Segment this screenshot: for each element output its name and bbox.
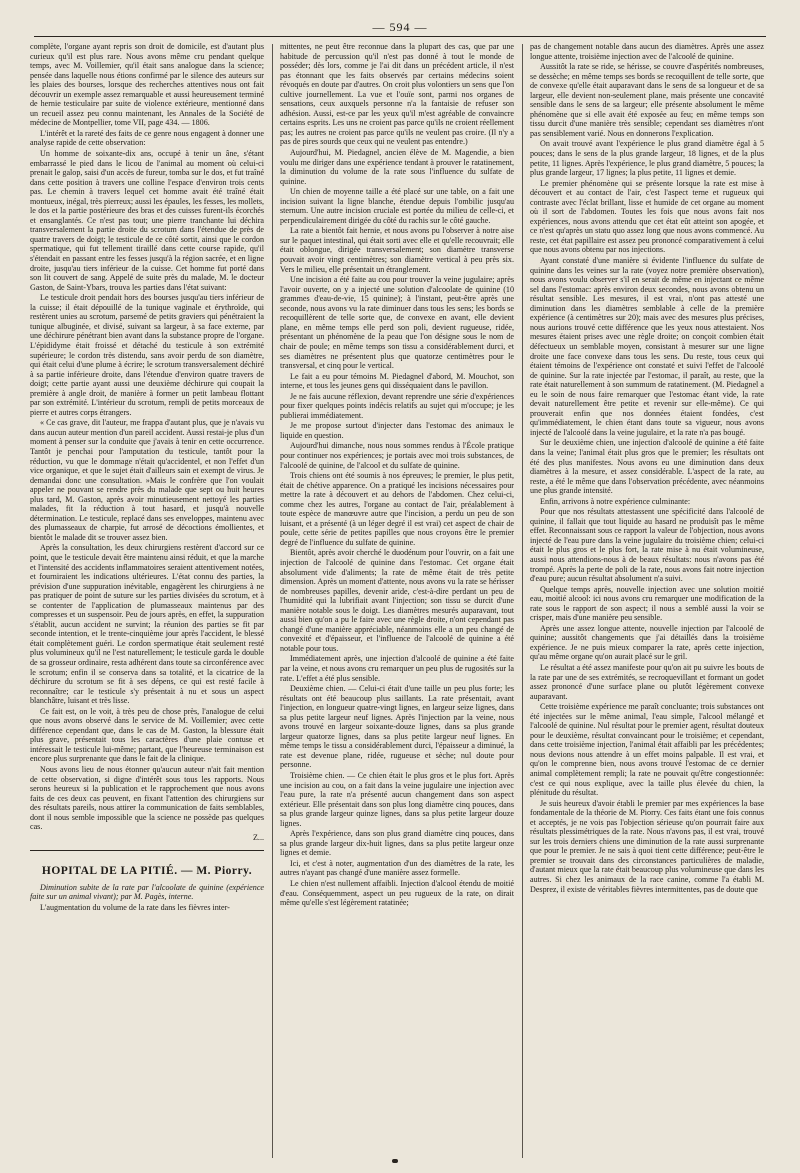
paragraph: Ayant constaté d'une manière si évidente l'influence du sulfate de quinine dans les veines sur la rate (voyez notre première observation), nous avons voulu observer s'il en serait de même en injectant ce même sel dans l'estomac: après environ deux secondes, nous avons obtenu un résultat sensible. Les mesures, il est vrai, n'ont pas attesté une diminution dans les diamètres semblable à celle de la première expérience (à centimètres sur 20); mais avec des mesures plus précises, nous aurions trouvé cette différence que les yeux nous attestaient. Nos mesures étaient prises avec une règle droite; on conçoit combien était défectueux un semblable moyen, consistant à mesurer sur une ligne droite une face convexe dans tous les sens. Du reste, tous ceux qui étaient témoins de l'expérience ont constaté et suivi l'effet de l'alcoolé de quinine. Sur la rate injectée par l'estomac, il paraît, au reste, que la rate était naturellement à son summum de ratatinement. (M. Piedagnel a eu le soin de nous faire remarquer que l'estomac étant vide, la rate devait naturellement être petite et revenir sur elle-même). Ce qui prouverait enfin que nos données étaient fondées, c'est qu'immédiatement, le chien étant dans toute sa vigueur, nous avons injecté de l'alcoolé dans la veine jugulaire, et la rate n'a pas bougé. — [530, 256, 764, 437]
paragraph: « Ce cas grave, dit l'auteur, me frappa d'autant plus, que je n'avais vu dans aucun auteur mention d'un pareil accident. Aussi restai-je plus d'un moment à penser sur la conduite que j'avais à tenir en cette occurrence. Tantôt je penchai pour l'amputation du testicule, tantôt pour la réduction, vu que le dommage n'était qu'accidentel, et non l'effet d'un vice organique, et que le sujet était d'ailleurs sain et exempt de virus. Je demandai donc une consultation. »Mais le confrère que l'on voulait appeler ne pouvant se rendre près du malade que sept ou huit heures plus tard, M. Gaston, après avoir minutieusement nettoyé les parties malades, fit la réduction à tout hasard, et jusqu'à nouvelle détermination. Le testicule, replacé dans ses enveloppes, maintenu avec des plumasseaux de charpie, fut arrosé de décoctions émollientes, et bientôt le malade dit se trouver assez bien. — [30, 418, 264, 542]
column-1 — [30, 42, 264, 1158]
paragraph: L'intérêt et la rareté des faits de ce genre nous engagent à donner une analyse rapide de cette observation: — [30, 128, 264, 148]
page-number: — 594 — — [372, 20, 428, 34]
paragraph: mittentes, ne peut être reconnue dans la plupart des cas, que par une habitude de percussion qu'il n'est pas donné à tout le monde de posséder; dès lors, comme je l'ai dit dans un précédent article, il n'est pas étonnant que les faits observés par certains médecins soient révoqués en doute par d'autres. On croit plus volontiers un sens que l'on cultive journellement. La vue et l'ouïe sont, parmi nos organes de sensations, ceux auxquels personne n'a la fantaisie de refuser son adhésion. Aussi, est-ce par les yeux qu'il m'est agréable de convaincre certains esprits. Les uns ne croient pas parce qu'ils ne croient réellement pas; les autres ne croient pas parce qu'ils ne veulent pas croire. (Il n'y a pas de pires sourds que ceux qui ne veulent pas entendre.) — [280, 42, 514, 147]
paragraph: Immédiatement après, une injection d'alcoolé de quinine a été faite par la veine, et nous avons cru remarquer un peu plus de rugosités sur la rate. L'effet a été plus sensible. — [280, 654, 514, 683]
column-divider — [522, 44, 523, 1158]
paragraph: Troisième chien. — Ce chien était le plus gros et le plus fort. Après une incision au cou, on a fait dans la veine jugulaire une injection avec l'eau pure, la rate n'a présenté aucun changement dans son aspect extérieur. Elle présentait dans son plus long diamètre cinq pouces, dans sa plus grande largeur quinze lignes, dans sa plus petite largeur douze lignes. — [280, 771, 514, 828]
paragraph: Je suis heureux d'avoir établi le premier par mes expériences la base fondamentale de la théorie de M. Piorry. Ces faits étant une fois connus et acceptés, je ne vois pas l'objection sérieuse qu'on pourrait faire aux résultats plessimétriques de la rate. Nous n'avons pas, il est vrai, trouvé sur les trois derniers chiens une diminution de la rate aussi surprenante que pour le premier. Je ne sais à quoi tient cette différence; peut-être le premier se trouvait dans des circonstances particulières de maladie, d'autant mieux que la rate était beaucoup plus volumineuse que dans les autres. Si chez les animaux de la race canine, comme l'a établi M. Desprez, il existe de véritables fièvres intermittentes, pas de doute que — [530, 798, 764, 894]
paragraph: Après une assez longue attente, nouvelle injection par l'alcoolé de quinine; aussitôt changements que j'ai détaillés dans la troisième expérience. Je ne puis mieux comparer la rate, après cette injection, qu'au même organe qu'on aurait placé sur le gril. — [530, 623, 764, 662]
paragraph: Deuxième chien. — Celui-ci était d'une taille un peu plus forte; les résultats ont été beaucoup plus saillants. La rate présentait, avant l'injection, en longueur quatre-vingt lignes, en largeur seize lignes, dans sa plus petite largeur neuf lignes. Après l'injection par la veine, nous avons trouvé en largeur soixante-douze lignes, dans sa plus grande largeur quatorze lignes, dans sa plus petite largeur neuf lignes. En même temps le tissu a considérablement durci, l'épaisseur a diminué, la rate est devenue plane, ridée, rugueuse et sèche; nul doute pour personne. — [280, 684, 514, 770]
paragraph: Le fait a eu pour témoins M. Piedagnel d'abord, M. Mouchot, son interne, et tous les jeunes gens qui disséquaient dans le pavillon. — [280, 371, 514, 391]
paragraph: L'augmentation du volume de la rate dans les fièvres inter- — [40, 903, 230, 913]
header-rule — [34, 36, 766, 37]
paragraph: Sur le deuxième chien, une injection d'alcoolé de quinine a été faite dans la veine; l'animal était plus gros que le premier; les résultats ont été des plus manifestes. Nous avons eu une diminution dans deux diamètres à la mesure, et assez considérable. L'aspect de la rate, au reste, a été le même que dans l'observation précédente, avec néanmoins une plus grande intensité. — [530, 438, 764, 496]
paragraph: Un homme de soixante-dix ans, occupé à tenir un âne, s'étant embarrassé le pied dans le licou de l'animal au moment où celui-ci prenait le galop, saisi d'un accès de fureur, tomba sur le dos, et fut traîné dans cette position à travers une colline l'espace d'environ trois cents pas. Le chemin à travers lequel cet homme avait été traîné était montueux, inégal, très pierreux; aussi les épaules, les fesses, les mollets, le dos et la partie postérieure des bras et des cuisses furent-ils écorchés et ensanglantés. Ce n'est pas tout; une pierre tranchante lui déchira transversalement la partie droite du scrotum dans l'étendue de près de quatre travers de doigt; le testicule de ce côté sortit, ainsi que le cordon spermatique, qui fut tellement tiraillé dans cette course rapide, qu'il s'étendait en passant entre les fesses jusqu'à la région sacrée, et en ligne droite, jusqu'au tiers inférieur de la cuisse. Cet homme fut porté dans son lit couvert de sang. Appelé de suite près du malade, M. le docteur Gaston, de Saint-Ybars, trouva les parties dans l'état suivant: — [30, 149, 264, 292]
paragraph: Après la consultation, les deux chirurgiens restèrent d'accord sur ce point, que le testicule devait être maintenu ainsi réduit, et que la marche et l'intensité des accidents inflammatoires seraient attentivement notées, et fourniraient les indications ultérieures. L'état connu des parties, la prévision d'une suppuration inévitable, engagèrent les chirurgiens à ne pas pratiquer de point de suture sur les parties divisées du scrotum, et à se contenter de l'application de plumasseaux maintenus par des compresses et un suspensoir. Peu de jours après, en effet, la suppuration s'établit, aucun accident ne survint; la réunion des parties se fit par seconde intention, et le trente-cinquième jour après l'accident, le blessé était complètement guéri. Le cordon spermatique était seulement resté plus volumineux qu'il ne l'est naturellement; le testicule garda le double de sa grosseur ordinaire, resta adhérent dans toute sa circonférence avec le scrotum; enfin il se conserva dans sa totalité, et la cicatrice de la déchirure du scrotum se fit à ses dépens, ce qui est resté facile à reconnaître; car le testicule s'y présentait à nu et sous un aspect blanchâtre, luisant et très lisse. — [30, 543, 264, 706]
paragraph: Enfin, arrivons à notre expérience culminante: — [540, 496, 691, 506]
paragraph: Nous avons lieu de nous étonner qu'aucun auteur n'ait fait mention de cette observation, si digne d'intérêt sous tous les rapports. Nous serons heureux si la publication et le rapprochement que nous avons faits de ces deux cas peuvent, en fixant l'attention des chirurgiens sur des résultats pareils, nous attirer la communication de faits semblables, dont il nous semble impossible que la science ne possède pas quelques cas. — [30, 765, 264, 832]
article-subtitle: Diminution subite de la rate par l'alcoolate de quinine (expérience faite sur un animal vivant); par M. Pagès, interne. — [30, 882, 264, 902]
column-divider — [272, 44, 273, 1158]
paragraph: Cette troisième expérience me paraît concluante; trois substances ont été injectées sur le même animal, l'eau simple, l'alcool mélangé et l'alcoolé de quinine. Nul résultat pour le premier agent, résultat douteux pour le deuxième, résultat convaincant pour le troisième; et cependant, dans cette troisième injection, l'animal était affaibli par les précédentes; nous devions nous attendre à un effet moins palpable. Il est vrai, et qu'on le comprenne bien, nous avons trouvé l'estomac de ce dernier animal complètement rempli; la rate ne pouvait qu'être congestionnée: c'est ce qui nous explique, avec la taille plus élevée du chien, la plénitude du résultat. — [530, 702, 764, 798]
paragraph: Aujourd'hui dimanche, nous nous sommes rendus à l'École pratique pour continuer nos expériences; je portais avec moi trois substances, de l'alcoolé de quinine, de l'alcool et du sulfate de quinine. — [280, 441, 514, 470]
paragraph: On avait trouvé avant l'expérience le plus grand diamètre égal à 5 pouces; dans le sens de la plus grande largeur, 18 lignes, et de la plus petite, 11 lignes. Après l'expérience, le plus grand diamètre, 5 pouces; la plus grande largeur, 17 lignes; la plus petite, 11 lignes et demie. — [530, 139, 764, 178]
print-mark — [392, 1159, 398, 1163]
paragraph: Aussitôt la rate se ride, se hérisse, se couvre d'aspérités nombreuses, se dessèche; en même temps ses bords se recoquillent de telle sorte, que de convexe qu'elle était auparavant dans le sens de sa longueur et de sa largeur, elle devient non-seulement plane, mais présente une concavité sensible dans le sens de sa largeur; elle présente absolument le même phénomène que si elle avait été exposée au feu; en même temps son tissu durcit d'une manière très sensible; cependant ses diamètres n'ont pas sensiblement varié. Nous en donnerons l'explication. — [530, 62, 764, 138]
paragraph: La rate a bientôt fait hernie, et nous avons pu l'observer à notre aise sur le paquet intestinal, qui était sorti avec elle et qu'elle recouvrait; elle était oblongue, dirigée transversalement; son diamètre transverse pouvait avoir vingt centimètres; son diamètre vertical à peu près six. Vers le milieu, elle présentait un étranglement. — [280, 226, 514, 274]
paragraph: Un chien de moyenne taille a été placé sur une table, on a fait une incision suivant la ligne blanche, étendue depuis l'ombilic jusqu'au sternum. Une autre incision cruciale est portée du milieu de celle-ci, et perpendiculairement dirigée du côté du rachis sur le côté gauche. — [280, 187, 514, 225]
paragraph: Le testicule droit pendait hors des bourses jusqu'au tiers inférieur de la cuisse; il était dépouillé de la tunique vaginale et érythroïde, qui restèrent unies au scrotum, parsemé de petits graviers qui pénétraient la tunique albuginée, et divisé, suivant sa largeur, à sa face externe, par une déchirure pénétrant bien avant dans la substance propre de l'organe. L'épididyme était froissé et détaché du testicule à son extrémité supérieure; le cordon très distendu, sans avoir perdu de son diamètre, qui était celui d'une plume à écrire; le scrotum transversalement déchiré à sa partie inférieure droite, dans l'étendue d'environ quatre travers de doigt; cette partie ayant aussi une deuxième déchirure qui coupait la première à angle droit, de manière à former un petit lambeau flottant par son extrémité. L'intérieur du scrotum, rempli de petits morceaux de pierre et autres corps étrangers. — [30, 293, 264, 417]
paragraph: Quelque temps après, nouvelle injection avec une solution moitié eau, moitié alcool: ici nous avons cru remarquer une modification de la rate sous le rapport de son aspect; il nous a semblé aussi la voir se crisper, mais d'une manière peu sensible. — [530, 584, 764, 623]
column-2 — [280, 42, 514, 1158]
paragraph: Trois chiens ont été soumis à nos épreuves; le premier, le plus petit, était de chétive apparence. On a pratiqué les incisions nécessaires pour mettre la rate à découvert et au dehors de l'abdomen. Chez celui-ci, comme chez les autres, l'organe au contact de l'air, préalablement à toute espèce de manœuvre autre que l'incision, a perdu un peu de son luisant, et a présenté (à un léger degré il est vrai) cet aspect de chair de poule, cette série de petites papilles que nous croyons être le premier degré de l'influence du sulfate de quinine. — [280, 471, 514, 547]
paragraph: Ici, et c'est à noter, augmentation d'un des diamètres de la rate, les autres n'ayant pas changé d'une manière assez formelle. — [280, 858, 514, 878]
paragraph: Le résultat a été assez manifeste pour qu'on ait pu suivre les bouts de la rate par une de ses extrémités, se recroquevillant et formant un godet assez prononcé d'une surface plane ou plutôt légèrement convexe auparavant. — [530, 663, 764, 701]
paragraph: Pour que nos résultats attestassent une spécificité dans l'alcoolé de quinine, il fallait que tout liquide au hasard ne produisît pas le même effet. Reconnaissant sous ce rapport la valeur de l'objection, nous avons injecté de l'eau pure dans la veine jugulaire du troisième chien; celui-ci était le plus gros et le plus fort, la rate mise à nu était volumineuse, aussi nous attendions-nous à de beaux résultats: nous n'avons pas été trompé. Après la perte de poli de la rate, nous avons fait notre injection d'eau pure; aucun résultat absolument n'a suivi. — [530, 507, 764, 584]
paragraph: Le premier phénomène qui se présente lorsque la rate est mise à découvert et au contact de l'air, c'est l'aspect terne et rugueux qui contraste avec l'éclat brillant, lisse et humide de cet organe au moment où il sort de l'abdomen. Toutes les fois que nous avons fait nos expériences, nous avons attendu que cet état eût atteint son apogée, et ce n'est qu'après un statu quo assez long que nous avons commencé. Au reste, cet état papillaire est assez peu prononcé comparativement à celui que nous avons obtenu par nos injections. — [530, 178, 764, 255]
column-3 — [530, 42, 764, 1158]
paragraph: Ce fait est, on le voit, à très peu de chose près, l'analogue de celui que nous avons observé dans le service de M. Voillemier; avec cette différence cependant que, dans le cas de M. Gaston, la blessure était plus grave, présentait tous les caractères d'une plaie contuse et intéressait le testicule lui-même; partant, que l'heureuse terminaison est encore plus surprenante que dans le fait de la clinique. — [30, 706, 264, 764]
paragraph: Une incision a été faite au cou pour trouver la veine jugulaire; après l'avoir ouverte, on y a injecté une solution d'alcoolate de quinine (10 grammes d'eau-de-vie, 15 quinine); à l'instant, peut-être après une seconde, nous avons vu la rate diminuer dans tous les sens; les bords se recoquillèrent de telle sorte que, de convexe en avant, elle devient plane, en même temps elle perd son poli, devient rugueuse, ridée, présentant un phénomène de la peau que l'on désigne sous le nom de chair de poule; en même temps son tissu a considérablement durci, et ses diamètres ne présentent plus que quatorze centimètres pour le transversal, et cinq pour le vertical. — [280, 275, 514, 371]
paragraph: Bientôt, après avoir cherché le duodénum pour l'ouvrir, on a fait une injection de l'alcoolé de quinine dans l'estomac. Cet organe était absolument vide d'aliments; la rate de même était de très petite dimension. Après un moment d'attente, nous avons vu la rate se hérisser de nombreuses papilles, devenir aride, c'est-à-dire perdant un peu de l'humidité qui la lubrifiait avant l'injection; son tissu se durcit d'une manière notable sous le doigt. Les diamètres mesurés auparavant, tout aussi bien qu'on a pu le faire avec une règle droite, n'ont cependant pas changé d'une manière appréciable, néanmoins elle a un peu changé de convexité et d'épaisseur, et l'influence de l'alcoolé de quinine a été notable pour tous. — [280, 548, 514, 653]
paragraph: Je ne fais aucune réflexion, devant reprendre une série d'expériences pour fixer quelques points indécis relatifs au sujet qui m'occupe; je les publierai immédiatement. — [280, 391, 514, 420]
paragraph: Aujourd'hui, M. Piedagnel, ancien élève de M. Magendie, a bien voulu me diriger dans une expérience tendant à prouver le ratatinement, la diminution du volume de la rate sous l'influence du sulfate de quinine. — [280, 148, 514, 186]
paragraph: Après l'expérience, dans son plus grand diamètre cinq pouces, dans sa plus grande largeur dix-huit lignes, dans sa plus petite largeur onze lignes et demie. — [280, 829, 514, 858]
paragraph: Je me propose surtout d'injecter dans l'estomac des animaux le liquide en question. — [280, 421, 514, 440]
section-title: HOPITAL DE LA PITIÉ. — M. Piorry. — [41, 865, 253, 878]
paragraph: Le chien n'est nullement affaibli. Injection d'alcool étendu de moitié d'eau. Conséquemment, aspect un peu rugueux de la rate, on dirait même qu'elle s'est légèrement ratatinée; — [280, 879, 514, 908]
paragraph: pas de changement notable dans aucun des diamètres. Après une assez longue attente, troisième injection avec de l'alcoolé de quinine. — [530, 42, 764, 61]
paragraph: complète, l'organe ayant repris son droit de domicile, est d'autant plus curieux qu'il est plus rare. Nous avons même cru pendant quelque temps, avec M. Voillemier, qu'il était sans analogue dans la science; pensée dans laquelle nous étions confirmé par le silence des auteurs sur les plaies des bourses, lorsque des recherches attentives nous ont fait découvrir un exemple assez remarquable et aussi heureusement terminé de hernie testiculaire par suite de violence extérieure, mentionné dans un recueil assez peu connu maintenant, les Annales de la Société de médecine de Montpellier, tome VII, page 434. — 1806. — [30, 42, 264, 128]
section-rule — [30, 850, 264, 851]
author-signature: Z... — [252, 832, 264, 842]
